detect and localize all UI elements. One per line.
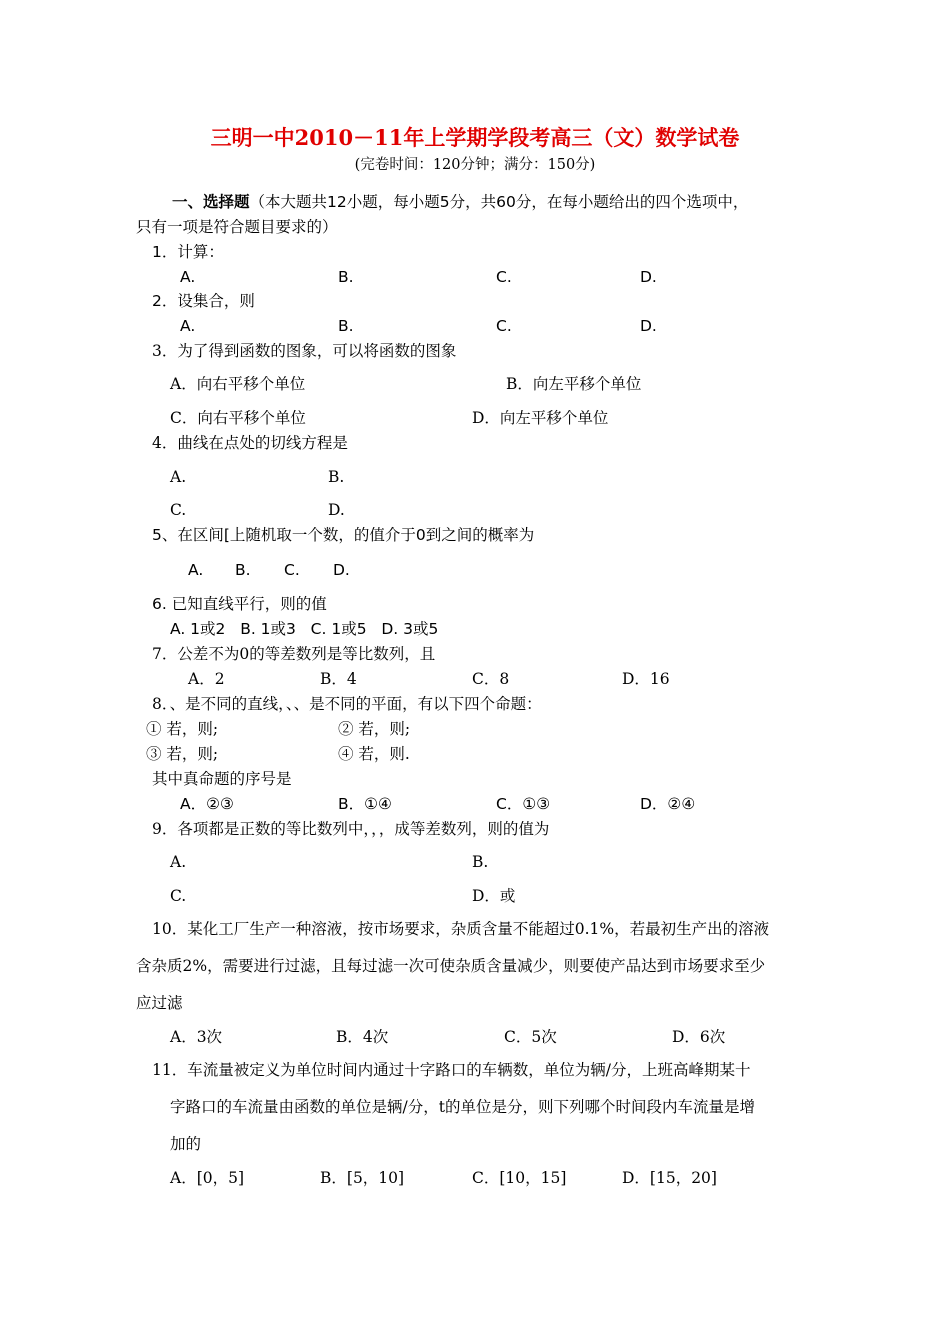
question-1-option-c: C. (496, 268, 512, 286)
question-4-stem: 4．曲线在点处的切线方程是 (152, 434, 348, 452)
question-7-option-c: C．8 (472, 670, 510, 688)
question-11-option-b: B．[5，10] (320, 1169, 405, 1187)
question-7-stem: 7．公差不为0的等差数列是等比数列，且 (152, 645, 436, 663)
question-4-option-b: B. (328, 468, 345, 486)
question-7-option-a: A．2 (188, 670, 225, 688)
question-2-option-a: A. (180, 317, 196, 335)
question-6-stem: 6. 已知直线平行，则的值 (152, 595, 327, 613)
question-5-option-b: B. (235, 561, 251, 579)
question-8-ask: 其中真命题的序号是 (152, 770, 292, 788)
question-11-option-c: C．[10，15] (472, 1169, 567, 1187)
question-6-options: A. 1或2 B. 1或3 C. 1或5 D. 3或5 (170, 620, 439, 638)
question-10-line2: 含杂质2%，需要进行过滤，且每过滤一次可使杂质含量减少，则要使产品达到市场要求至少 (136, 957, 766, 975)
question-3-option-b: B．向左平移个单位 (506, 375, 642, 393)
question-3-option-a: A．向右平移个单位 (170, 375, 306, 393)
question-9-option-a: A. (170, 853, 187, 871)
question-4-option-d: D. (328, 501, 345, 519)
question-3-option-c: C．向右平移个单位 (170, 409, 306, 427)
question-11-line1: 11．车流量被定义为单位时间内通过十字路口的车辆数，单位为辆/分，上班高峰期某十 (152, 1061, 751, 1079)
question-2-stem: 2．设集合，则 (152, 292, 255, 310)
question-1-option-d: D. (640, 268, 657, 286)
question-9-option-d: D．或 (472, 887, 516, 905)
question-1-option-a: A. (180, 268, 196, 286)
question-8-stem: 8．、是不同的直线，、、是不同的平面，有以下四个命题： (152, 695, 542, 713)
question-2-option-b: B. (338, 317, 354, 335)
question-4-option-a: A. (170, 468, 187, 486)
question-7-option-b: B．4 (320, 670, 357, 688)
question-5-stem: 5、在区间[上随机取一个数，的值介于0到之间的概率为 (152, 526, 535, 544)
question-4-option-c: C. (170, 501, 187, 519)
question-7-option-d: D．16 (622, 670, 670, 688)
question-11-line3: 加的 (170, 1135, 202, 1153)
section-intro (172, 192, 748, 212)
question-10-option-a: A．3次 (170, 1028, 223, 1046)
question-2-option-d: D. (640, 317, 657, 335)
question-8-option-d: D．②④ (640, 795, 696, 813)
section-heading: 一、选择题 (172, 193, 250, 211)
question-8-proposition-4: ④ 若，则. (338, 745, 410, 763)
question-9-stem: 9．各项都是正数的等比数列中，，，成等差数列，则的值为 (152, 820, 550, 838)
question-8-option-c: C．①③ (496, 795, 551, 813)
question-10-option-b: B．4次 (336, 1028, 389, 1046)
question-1-option-b: B. (338, 268, 354, 286)
question-8-proposition-1: ① 若，则; (146, 720, 219, 738)
question-5-option-c: C. (284, 561, 300, 579)
question-5-option-d: D. (333, 561, 350, 579)
question-11-option-a: A．[0，5] (170, 1169, 245, 1187)
question-10-option-d: D．6次 (672, 1028, 726, 1046)
question-9-option-b: B. (472, 853, 489, 871)
question-5-option-a: A. (188, 561, 204, 579)
page-title: 三明一中2010－11年上学期学段考高三（文）数学试卷 (210, 125, 740, 150)
question-8-proposition-3: ③ 若，则; (146, 745, 219, 763)
section-intro-line1: （本大题共12小题，每小题5分，共60分，在每小题给出的四个选项中， (249, 193, 749, 211)
question-8-option-a: A．②③ (180, 795, 234, 813)
question-11-line2: 字路口的车流量由函数的单位是辆/分，t的单位是分，则下列哪个时间段内车流量是增 (170, 1098, 755, 1116)
question-8-option-b: B．①④ (338, 795, 392, 813)
section-intro-line2: 只有一项是符合题目要求的） (136, 218, 338, 236)
question-3-option-d: D．向左平移个单位 (472, 409, 609, 427)
question-9-option-c: C. (170, 887, 187, 905)
question-1-stem: 1．计算： (152, 243, 224, 261)
question-2-option-c: C. (496, 317, 512, 335)
question-10-option-c: C．5次 (504, 1028, 557, 1046)
question-10-line1: 10．某化工厂生产一种溶液，按市场要求，杂质含量不能超过0.1%，若最初生产出的溶液 (152, 920, 770, 938)
question-10-line3: 应过滤 (136, 994, 183, 1012)
question-11-option-d: D．[15，20] (622, 1169, 717, 1187)
page-subtitle: (完卷时间：120分钟；满分：150分) (354, 157, 596, 173)
question-8-proposition-2: ② 若，则; (338, 720, 411, 738)
question-3-stem: 3．为了得到函数的图象，可以将函数的图象 (152, 342, 457, 360)
